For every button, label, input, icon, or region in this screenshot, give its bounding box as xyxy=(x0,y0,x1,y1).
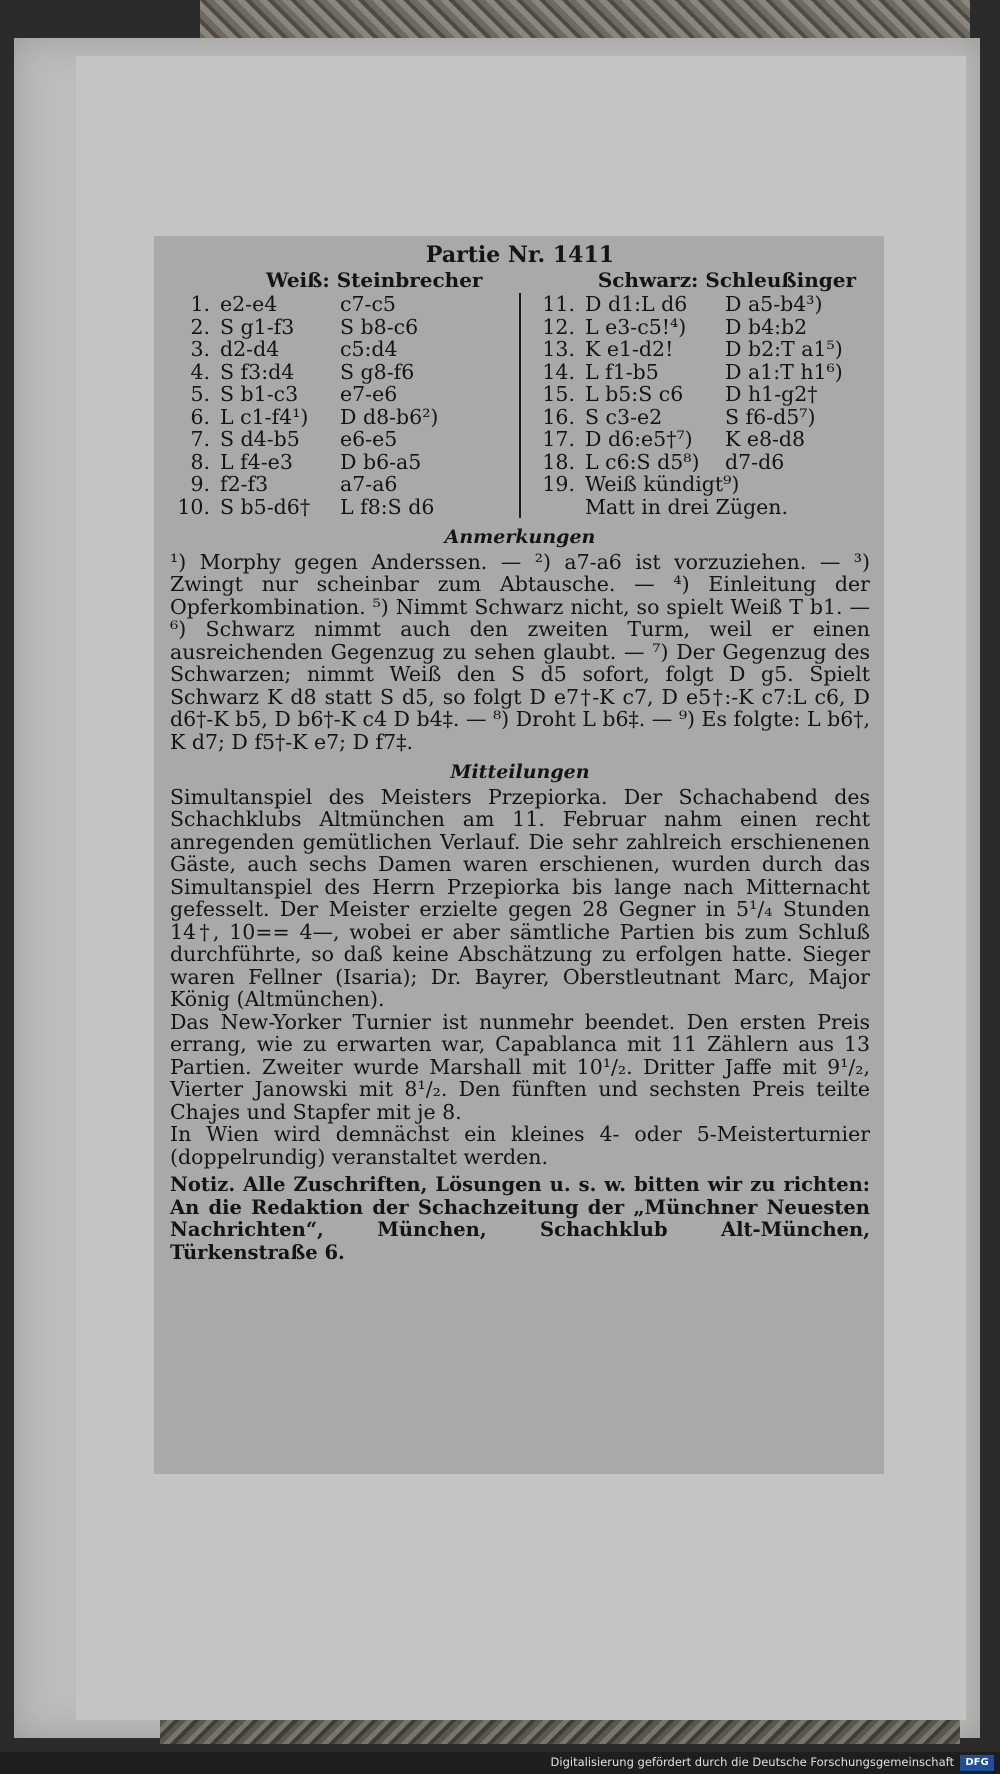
players-row xyxy=(170,269,870,292)
move-number: 14. xyxy=(542,359,575,384)
move-row xyxy=(170,406,519,429)
move-number: 2. xyxy=(190,314,210,339)
move-number: 19. xyxy=(542,472,575,496)
black-move: c7-c5 xyxy=(340,292,396,316)
move-number: 16. xyxy=(542,404,575,429)
white-move: d2-d4 xyxy=(220,337,280,361)
white-move: L f1-b5 xyxy=(585,359,659,384)
black-move: D b4:b2 xyxy=(725,314,808,339)
move-number: 11. xyxy=(542,292,575,316)
move-row xyxy=(521,496,870,519)
dfg-logo-icon: DFG xyxy=(960,1755,994,1771)
move-number: 12. xyxy=(542,314,575,339)
move-number xyxy=(521,496,585,519)
move-row xyxy=(521,383,870,406)
white-move: L f4-e3 xyxy=(220,449,293,474)
move-table xyxy=(170,293,870,518)
white-move: S f3:d4 xyxy=(220,359,295,384)
white-move: f2-f3 xyxy=(220,472,269,496)
announcement-paragraph: In Wien wird demnächst ein kleines 4- oder 5-Meisterturnier (doppelrundig) veranstaltet werden. xyxy=(170,1122,870,1169)
black-move xyxy=(725,496,845,519)
move-row xyxy=(521,428,870,451)
move-number: 13. xyxy=(542,337,575,361)
move-row xyxy=(170,293,519,316)
white-move: Weiß kündigt⁹) xyxy=(585,472,740,496)
newspaper-clipping xyxy=(154,236,884,1474)
move-row xyxy=(170,383,519,406)
move-number: 1. xyxy=(190,292,210,316)
black-move: D d8-b6²) xyxy=(340,404,439,429)
white-move: S b5-d6† xyxy=(220,494,311,519)
move-number: 5. xyxy=(190,382,210,406)
move-row xyxy=(521,293,870,316)
white-move: e2-e4 xyxy=(220,292,278,316)
white-move: K e1-d2! xyxy=(585,337,674,361)
black-move: S b8-c6 xyxy=(340,314,419,339)
move-number: 7. xyxy=(190,427,210,451)
black-move: D h1-g2† xyxy=(725,382,818,406)
move-number: 6. xyxy=(190,404,210,429)
move-number: 3. xyxy=(190,337,210,361)
move-row xyxy=(521,451,870,474)
black-move: a7-a6 xyxy=(340,472,398,496)
black-move: D a5-b4³) xyxy=(725,292,823,316)
white-move: S d4-b5 xyxy=(220,427,300,451)
black-move: S g8-f6 xyxy=(340,359,415,384)
move-number: 15. xyxy=(542,382,575,406)
black-move: D a1:T h1⁶) xyxy=(725,359,843,384)
move-row xyxy=(170,473,519,496)
black-move xyxy=(725,473,845,496)
black-move: D b6-a5 xyxy=(340,449,422,474)
move-number: 17. xyxy=(542,427,575,451)
white-move: S c3-e2 xyxy=(585,404,663,429)
black-move: S f6-d5⁷) xyxy=(725,404,816,429)
white-move: L e3-c5!⁴) xyxy=(585,314,687,339)
white-move: D d6:e5†⁷) xyxy=(585,427,693,451)
book-cover-bottom xyxy=(160,1720,960,1744)
move-row xyxy=(521,338,870,361)
black-move: e6-e5 xyxy=(340,427,398,451)
move-row xyxy=(170,338,519,361)
black-move: c5:d4 xyxy=(340,337,398,361)
moves-column-left xyxy=(170,293,521,518)
move-number: 10. xyxy=(177,494,210,519)
announcement-paragraph: Simultanspiel des Meisters Przepiorka. Der Schachabend des Schachklubs Altmünchen am 11. Februar nahm einen recht anregenden gemütlichen Verlauf. Die sehr zahlreich erschienenen Gäste, auch sechs Damen waren erschienen, wurden durch das Simultanspiel des Herrn Przepiorka bis lange nach Mitternacht gefesselt. Der Meister erzielte gegen 28 Gegner in 5¹/₄ Stunden 14†, 10== 4—, wobei er aber sämtliche Partien bis zum Schluß durchführte, so daß keine Abschätzung zu erfolgen hatte. Sieger waren Fellner (Isaria); Dr. Bayrer, Oberstleutnant Marc, Major König (Altmünchen). xyxy=(170,784,870,1011)
black-move: e7-e6 xyxy=(340,382,398,406)
notes-paragraph: ¹) Morphy gegen Anderssen. — ²) a7-a6 ist vorzuziehen. — ³) Zwingt nur scheinbar zum Abtausche. — ⁴) Einleitung der Opferkombination. ⁵) Nimmt Schwarz nicht, so spielt Weiß T b1. — ⁶) Schwarz nimmt auch den zweiten Turm, weil er einen ausreichenden Gegenzug zu sehen glaubt. — ⁷) Der Gegenzug des Schwarzen; nimmt Weiß den S d5 sofort, folgt D g5. Spielt Schwarz K d8 statt S d5, so folgt D e7†-K c7, D e5†:-K c7:L c6, D d6†-K b5, D b6†-K c4 D b4‡. — ⁸) Droht L b6‡. — ⁹) Es folgte: L b6†, K d7; D f5†-K e7; D f7‡. xyxy=(170,549,871,754)
white-move: S g1-f3 xyxy=(220,314,295,339)
move-number: 8. xyxy=(190,449,210,474)
black-move: d7-d6 xyxy=(725,449,785,474)
move-number: 9. xyxy=(190,472,210,496)
white-move: L b5:S c6 xyxy=(585,382,684,406)
white-player: Weiß: Steinbrecher xyxy=(266,267,483,292)
white-move: L c1-f4¹) xyxy=(220,404,309,429)
editorial-notice: Notiz. Alle Zuschriften, Lösungen u. s. w. bitten wir zu richten: An die Redaktion der Schachzeitung der „Münchner Neuesten Nachrichten“, München, Schachklub Alt-München, Türkenstraße 6. xyxy=(170,1173,870,1264)
footer-bar xyxy=(0,1752,1000,1774)
black-player: Schwarz: Schleußinger xyxy=(597,267,856,292)
move-row xyxy=(521,316,870,339)
move-row xyxy=(170,316,519,339)
black-move: D b2:T a1⁵) xyxy=(725,337,843,361)
white-move: Matt in drei Zügen. xyxy=(585,494,789,519)
announcements-heading: Mitteilungen xyxy=(450,761,590,783)
game-title: Partie Nr. 1411 xyxy=(425,242,615,268)
white-move: S b1-c3 xyxy=(220,382,299,406)
move-row xyxy=(521,361,870,384)
white-move: D d1:L d6 xyxy=(585,292,688,316)
move-row xyxy=(521,473,870,496)
move-row xyxy=(170,451,519,474)
white-move: L c6:S d5⁸) xyxy=(585,449,700,474)
book-cover-top xyxy=(200,0,970,40)
black-move: K e8-d8 xyxy=(725,427,806,451)
move-number: 4. xyxy=(190,359,210,384)
move-number: 18. xyxy=(542,449,575,474)
notes-heading: Anmerkungen xyxy=(444,526,596,548)
digitization-credit: Digitalisierung gefördert durch die Deutsche Forschungsgemeinschaft xyxy=(550,1755,954,1769)
announcement-paragraph: Das New-Yorker Turnier ist nunmehr beendet. Den ersten Preis errang, wie zu erwarten war, Capablanca mit 11 Zählern aus 13 Partien. Zweiter wurde Marshall mit 10¹/₂. Dritter Jaffe mit 9¹/₂, Vierter Janowski mit 8¹/₂. Den fünften und sechsten Preis teilte Chajes und Stapfer mit je 8. xyxy=(170,1009,870,1124)
move-row xyxy=(170,361,519,384)
moves-column-right xyxy=(521,293,870,518)
move-row xyxy=(170,428,519,451)
move-row xyxy=(521,406,870,429)
move-row xyxy=(170,496,519,519)
black-move: L f8:S d6 xyxy=(340,494,435,519)
